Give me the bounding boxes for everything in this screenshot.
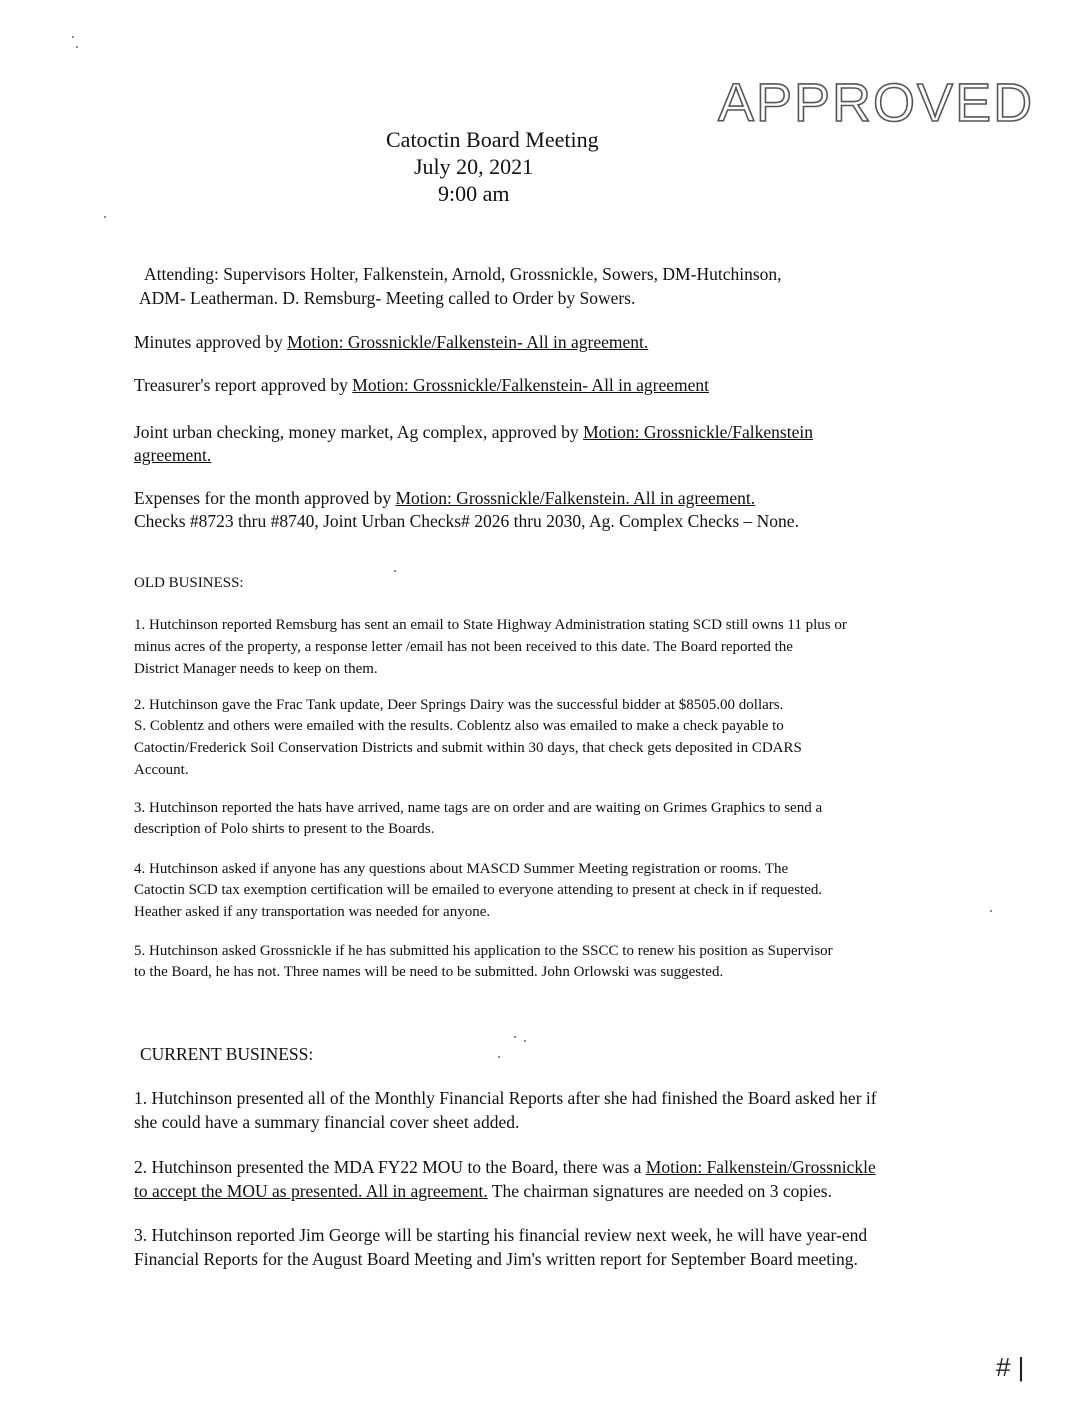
scan-speck (104, 216, 106, 218)
old-item-3-line-1: 3. Hutchinson reported the hats have arrived, name tags are on order and are waiting on Grimes Graphics to send a (134, 800, 823, 816)
current-item-1-line-2: she could have a summary financial cover sheet added. (134, 1112, 520, 1132)
minutes-text: Minutes approved by (134, 332, 288, 352)
minutes-motion: Motion: Grossnickle/Falkenstein- All in agreement. (287, 332, 649, 352)
current-item-2-line-1 (134, 1155, 876, 1179)
old-business-heading: OLD BUSINESS: (134, 575, 244, 591)
old-item-2-line-2: S. Coblentz and others were emailed with the results. Coblentz also was emailed to make a check payable to (134, 718, 784, 734)
old-item-4-line-2: Catoctin SCD tax exemption certification will be emailed to everyone attending to present at check in if requested. (134, 882, 823, 898)
attending-line-1: Attending: Supervisors Holter, Falkenstein, Arnold, Grossnickle, Sowers, DM-Hutchinson, (144, 264, 782, 284)
old-item-5-line-2: to the Board, he has not. Three names will be need to be submitted. John Orlowski was suggested. (134, 964, 724, 980)
current-item-2-motion: Motion: Falkenstein/Grossnickle (645, 1157, 876, 1177)
old-item-4-line-3: Heather asked if any transportation was needed for anyone. (134, 904, 491, 920)
attending-line-2: ADM- Leatherman. D. Remsburg- Meeting called to Order by Sowers. (139, 288, 636, 308)
scan-speck (76, 46, 78, 48)
current-item-2-text: 2. Hutchinson presented the MDA FY22 MOU to the Board, there was a (134, 1157, 646, 1177)
current-business-heading: CURRENT BUSINESS: (140, 1044, 314, 1064)
approved-stamp: APPROVED (718, 73, 1035, 133)
expenses-paragraph (134, 486, 755, 510)
treasurer-motion: Motion: Grossnickle/Falkenstein- All in agreement (352, 375, 710, 395)
scan-speck (498, 1056, 500, 1058)
old-item-2-line-4: Account. (134, 762, 189, 778)
old-item-1-line-1: 1. Hutchinson reported Remsburg has sent an email to State Highway Administration stating SCD still owns 11 plus or (134, 617, 847, 633)
joint-paragraph (134, 420, 813, 444)
meeting-title: Catoctin Board Meeting (386, 127, 599, 152)
current-item-3-line-1: 3. Hutchinson reported Jim George will be starting his financial review next week, he will have year-end (134, 1225, 868, 1245)
current-item-1-line-1: 1. Hutchinson presented all of the Monthly Financial Reports after she had finished the Board asked her if (134, 1088, 877, 1108)
page-number-mark: # | (996, 1352, 1025, 1382)
joint-text: Joint urban checking, money market, Ag complex, approved by (134, 422, 584, 442)
scan-speck (72, 36, 74, 38)
scan-speck (990, 910, 992, 912)
current-item-2-line-2 (134, 1179, 832, 1203)
expenses-text: Expenses for the month approved by (134, 488, 396, 508)
treasurer-paragraph (134, 373, 709, 397)
current-item-2-rest: The chairman signatures are needed on 3 copies. (487, 1181, 832, 1201)
joint-motion: Motion: Grossnickle/Falkenstein (583, 422, 813, 442)
treasurer-text: Treasurer's report approved by (134, 375, 353, 395)
minutes-paragraph (134, 330, 648, 354)
meeting-date: July 20, 2021 (414, 154, 534, 179)
old-item-3-line-2: description of Polo shirts to present to the Boards. (134, 821, 435, 837)
joint-line-2: agreement. (134, 445, 212, 465)
old-item-5-line-1: 5. Hutchinson asked Grossnickle if he has submitted his application to the SSCC to renew his position as Supervisor (134, 943, 833, 959)
meeting-time: 9:00 am (438, 181, 510, 206)
old-item-2-line-3: Catoctin/Frederick Soil Conservation Districts and submit within 30 days, that check gets deposited in CDARS (134, 740, 802, 756)
current-item-3-line-2: Financial Reports for the August Board Meeting and Jim's written report for September Board meeting. (134, 1249, 858, 1269)
expenses-motion: Motion: Grossnickle/Falkenstein. All in agreement. (395, 488, 756, 508)
expenses-line-2: Checks #8723 thru #8740, Joint Urban Checks# 2026 thru 2030, Ag. Complex Checks – None. (134, 511, 799, 531)
current-item-2-motion-cont: to accept the MOU as presented. All in agreement. (134, 1181, 488, 1201)
old-item-4-line-1: 4. Hutchinson asked if anyone has any questions about MASCD Summer Meeting registration or rooms. The (134, 861, 789, 877)
meeting-header (386, 126, 599, 207)
old-item-1-line-3: District Manager needs to keep on them. (134, 661, 378, 677)
scan-speck (524, 1040, 526, 1042)
scan-speck (394, 570, 396, 572)
old-item-1-line-2: minus acres of the property, a response letter /email has not been received to this date. The Board reported the (134, 639, 793, 655)
scan-speck (514, 1036, 516, 1038)
old-item-2-line-1: 2. Hutchinson gave the Frac Tank update, Deer Springs Dairy was the successful bidder at $8505.00 dollars. (134, 697, 784, 713)
